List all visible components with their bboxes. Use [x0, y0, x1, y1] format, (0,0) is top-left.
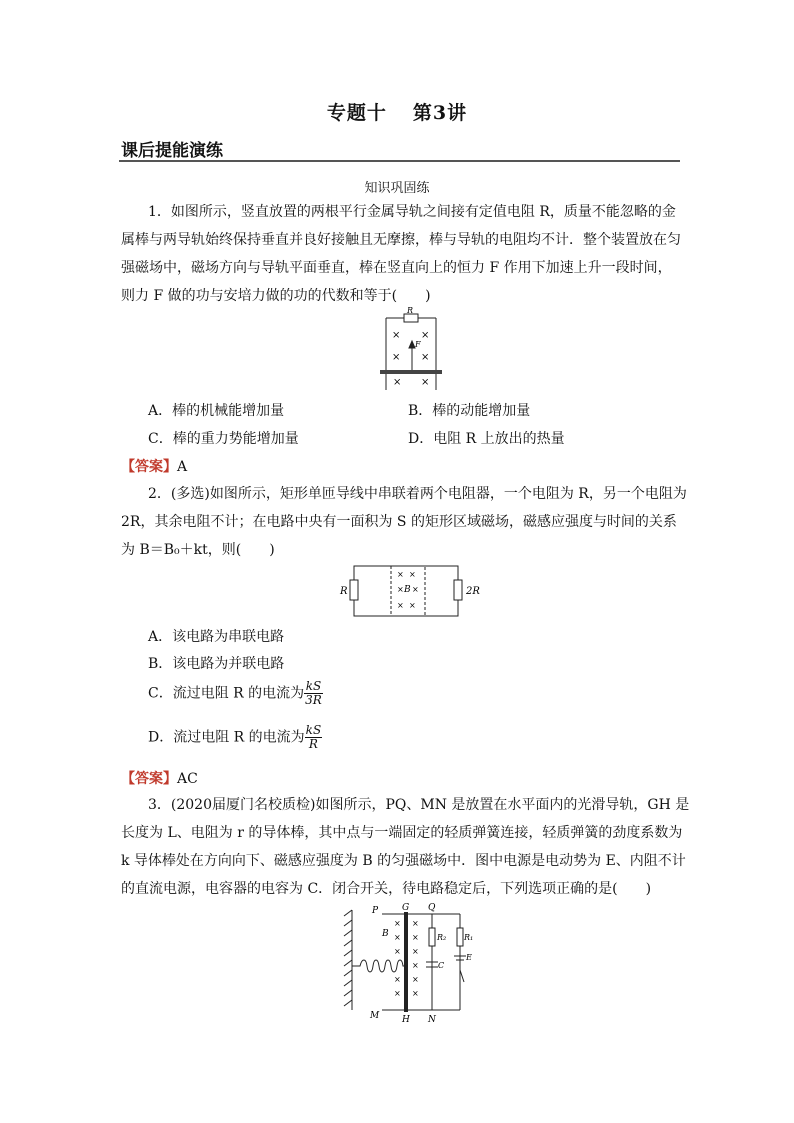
- q3-fig-label-g: G: [402, 903, 410, 913]
- q1-option-d: D．电阻 R 上放出的热量: [408, 431, 565, 447]
- field-mark: ×: [412, 585, 419, 594]
- q2-option-d: [148, 724, 322, 751]
- field-mark: ×: [409, 570, 416, 579]
- q1-line-2: 属棒与两导轨始终保持垂直并良好接触且无摩擦，棒与导轨的电阻均不计．整个装置放在匀: [121, 232, 681, 248]
- field-mark: ×: [397, 585, 404, 594]
- title-lecture: 第3讲: [412, 102, 468, 124]
- field-mark: ×: [412, 919, 419, 928]
- q1-option-a: A．棒的机械能增加量: [148, 403, 285, 419]
- q3-fig-label-m: M: [370, 1011, 380, 1021]
- title-topic: 专题十: [326, 102, 387, 124]
- q2-line-3: 为 B＝B₀＋kt，则( ): [121, 542, 275, 558]
- q3-line-1: 3．(2020届厦门名校质检)如图所示，PQ、MN 是放置在水平面内的光滑导轨，GH 是: [148, 797, 690, 813]
- q2-option-c-fraction: [304, 680, 323, 707]
- field-mark: ×: [412, 933, 419, 942]
- field-mark: ×: [394, 975, 401, 984]
- q1-line-4: 则力 F 做的功与安培力做的功的代数和等于( ): [121, 288, 431, 304]
- field-mark: ×: [409, 601, 416, 610]
- q3-fig-label-h: H: [402, 1015, 410, 1025]
- fraction-denominator: R: [308, 737, 318, 751]
- q2-figure: [336, 560, 488, 620]
- q1-line-3: 强磁场中，磁场方向与导轨平面垂直，棒在竖直向上的恒力 F 作用下加速上升一段时间，: [121, 260, 672, 276]
- q2-option-d-fraction: [305, 724, 323, 751]
- q1-answer: [121, 456, 187, 476]
- answer-label: 【答案】: [121, 771, 177, 787]
- field-mark: ×: [421, 377, 430, 388]
- q3-line-4: 的直流电源，电容器的电容为 C．闭合开关，待电路稳定后，下列选项正确的是( ): [121, 881, 652, 897]
- field-mark: ×: [394, 919, 401, 928]
- field-mark: ×: [397, 601, 404, 610]
- conductor-rod: [404, 912, 408, 1012]
- q1-line-1: 1．如图所示，竖直放置的两根平行金属导轨之间接有定值电阻 R，质量不能忽略的金: [148, 204, 676, 220]
- field-mark: ×: [412, 975, 419, 984]
- q3-fig-label-e: E: [466, 953, 472, 962]
- q2-answer-value: AC: [177, 771, 198, 787]
- q3-fig-label-n: N: [428, 1015, 436, 1025]
- field-mark: ×: [394, 947, 401, 956]
- q1-option-c: C．棒的重力势能增加量: [148, 431, 299, 447]
- q2-fig-label-2r: 2R: [466, 586, 480, 597]
- q2-option-d-text: D．流过电阻 R 的电流为: [148, 729, 305, 746]
- field-mark: ×: [397, 570, 404, 579]
- q3-fig-label-r1: R₁: [464, 933, 474, 942]
- q1-fig-label-r: R: [407, 306, 414, 315]
- field-mark: ×: [392, 352, 401, 363]
- subsection-heading: 知识巩固练: [364, 181, 430, 196]
- q3-line-3: k 导体棒处在方向向下、磁感应强度为 B 的匀强磁场中．图中电源是电动势为 E、内阻不计: [121, 853, 686, 869]
- field-mark: ×: [421, 352, 430, 363]
- q2-option-c-text: C．流过电阻 R 的电流为: [148, 685, 305, 702]
- q1-option-b: B．棒的动能增加量: [408, 403, 531, 419]
- q2-option-b: B．该电路为并联电路: [148, 656, 285, 672]
- q2-option-c: [148, 680, 323, 707]
- page-title: [0, 98, 794, 125]
- fraction-denominator: 3R: [305, 693, 322, 707]
- q3-fig-label-c: C: [438, 961, 445, 970]
- q1-figure: [376, 308, 446, 392]
- q2-option-a: A．该电路为串联电路: [148, 629, 285, 645]
- q2-line-2: 2R，其余电阻不计；在电路中央有一面积为 S 的矩形区域磁场，磁感应强度与时间的关系: [121, 514, 677, 530]
- field-mark: ×: [412, 989, 419, 998]
- q1-answer-value: A: [177, 459, 188, 475]
- q3-fig-label-p: P: [372, 906, 379, 916]
- field-mark: ×: [393, 377, 402, 388]
- q2-fig-label-r: R: [340, 586, 348, 597]
- field-mark: ×: [412, 961, 419, 970]
- fraction-numerator: kS: [305, 679, 322, 693]
- field-mark: ×: [394, 933, 401, 942]
- section-divider: [119, 160, 680, 162]
- field-mark: ×: [392, 330, 401, 341]
- field-mark: ×: [394, 989, 401, 998]
- answer-label: 【答案】: [121, 459, 177, 475]
- q3-figure: [340, 902, 472, 1026]
- field-mark: ×: [421, 330, 430, 341]
- q2-fig-label-b: B: [404, 585, 411, 595]
- q2-answer: [121, 768, 198, 788]
- q3-fig-label-q: Q: [428, 903, 436, 913]
- q3-line-2: 长度为 L、电阻为 r 的导体棒，其中点与一端固定的轻质弹簧连接，轻质弹簧的劲度系数为: [121, 825, 683, 841]
- field-mark: ×: [412, 947, 419, 956]
- q2-line-1: 2．(多选)如图所示，矩形单匝导线中串联着两个电阻器，一个电阻为 R，另一个电阻为: [148, 486, 687, 502]
- metal-rod: [380, 370, 442, 374]
- q3-fig-label-r2: R₂: [437, 933, 447, 942]
- q3-fig-label-b: B: [382, 929, 389, 939]
- fraction-numerator: kS: [305, 723, 322, 737]
- section-heading: 课后提能演练: [121, 141, 223, 161]
- q1-fig-label-f: F: [415, 340, 421, 349]
